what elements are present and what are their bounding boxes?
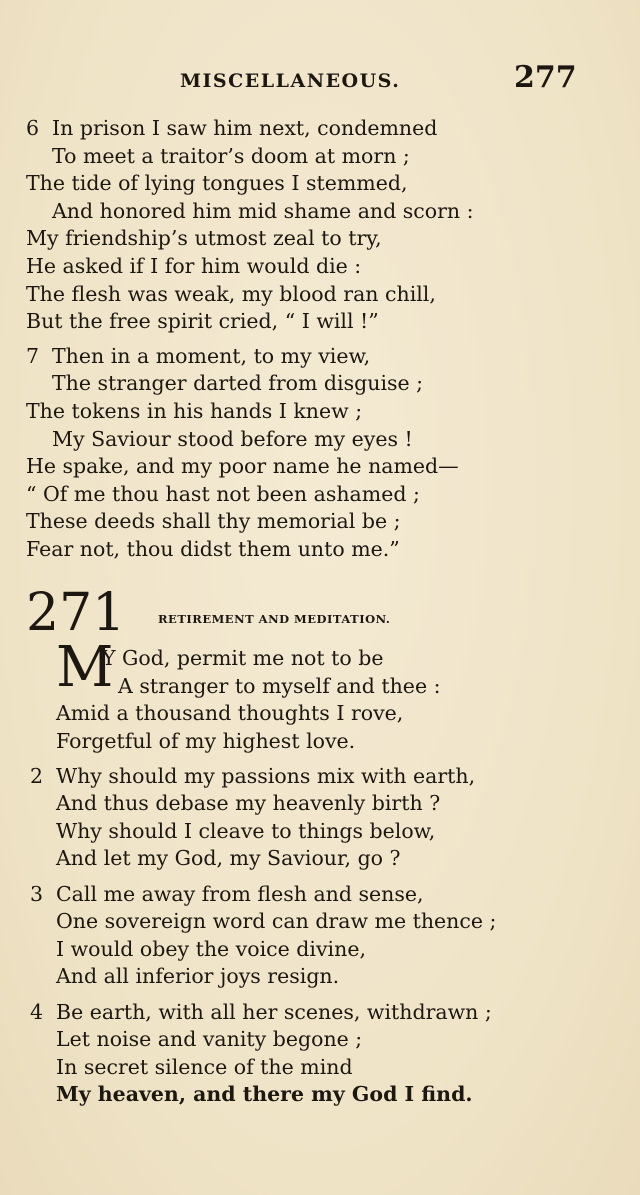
running-header: MISCELLANEOUS. — [180, 70, 401, 92]
verse-line: And honored him mid shame and scorn : — [52, 199, 474, 223]
stanza-line: Forgetful of my highest love. — [56, 729, 356, 753]
verse-line: The tokens in his hands I knew ; — [26, 399, 363, 423]
verse-number: 7 — [26, 344, 40, 368]
stanza-line: And all inferior joys resign. — [56, 964, 340, 988]
stanza-line: Y God, permit me not to be — [102, 646, 384, 670]
stanza-line: One sovereign word can draw me thence ; — [56, 909, 497, 933]
verse-line: The tide of lying tongues I stemmed, — [26, 171, 408, 195]
stanza-number: 4 — [30, 1000, 44, 1024]
stanza-line: And let my God, my Saviour, go ? — [56, 846, 401, 870]
verse-line: The flesh was weak, my blood ran chill, — [26, 282, 436, 306]
stanza-line: Why should my passions mix with earth, — [56, 764, 476, 788]
stanza-line: Be earth, with all her scenes, withdrawn ; — [56, 1000, 492, 1024]
verse-line: Fear not, thou didst them unto me.” — [26, 537, 400, 561]
stanza-number: 3 — [30, 882, 44, 906]
verse-line: But the free spirit cried, “ I will !” — [26, 309, 379, 333]
stanza-line: And thus debase my heavenly birth ? — [56, 791, 441, 815]
verse-line: Then in a moment, to my view, — [52, 344, 371, 368]
stanza-line: I would obey the voice divine, — [56, 937, 366, 961]
page-number: 277 — [514, 60, 577, 95]
verse-line: “ Of me thou hast not been ashamed ; — [26, 482, 420, 506]
verse-line: These deeds shall thy memorial be ; — [26, 509, 401, 533]
stanza-line: Why should I cleave to things below, — [56, 819, 436, 843]
hymn-number: 271 — [26, 583, 126, 643]
stanza-line: My heaven, and there my God I find. — [56, 1082, 473, 1106]
stanza-line: A stranger to myself and thee : — [118, 674, 441, 698]
stanza-line: In secret silence of the mind — [56, 1055, 353, 1079]
stanza-number: 2 — [30, 764, 44, 788]
verse-line: My Saviour stood before my eyes ! — [52, 427, 413, 451]
verse-line: In prison I saw him next, condemned — [52, 116, 438, 140]
stanza-line: Let noise and vanity begone ; — [56, 1027, 363, 1051]
verse-line: He spake, and my poor name he named— — [26, 454, 459, 478]
hymn-title: RETIREMENT AND MEDITATION. — [158, 612, 391, 626]
verse-line: My friendship’s utmost zeal to try, — [26, 226, 382, 250]
drop-cap: M — [56, 635, 114, 700]
stanza-line: Call me away from flesh and sense, — [56, 882, 424, 906]
verse-line: The stranger darted from disguise ; — [52, 371, 424, 395]
verse-number: 6 — [26, 116, 40, 140]
verse-line: To meet a traitor’s doom at morn ; — [52, 144, 410, 168]
stanza-line: Amid a thousand thoughts I rove, — [56, 701, 404, 725]
verse-line: He asked if I for him would die : — [26, 254, 362, 278]
